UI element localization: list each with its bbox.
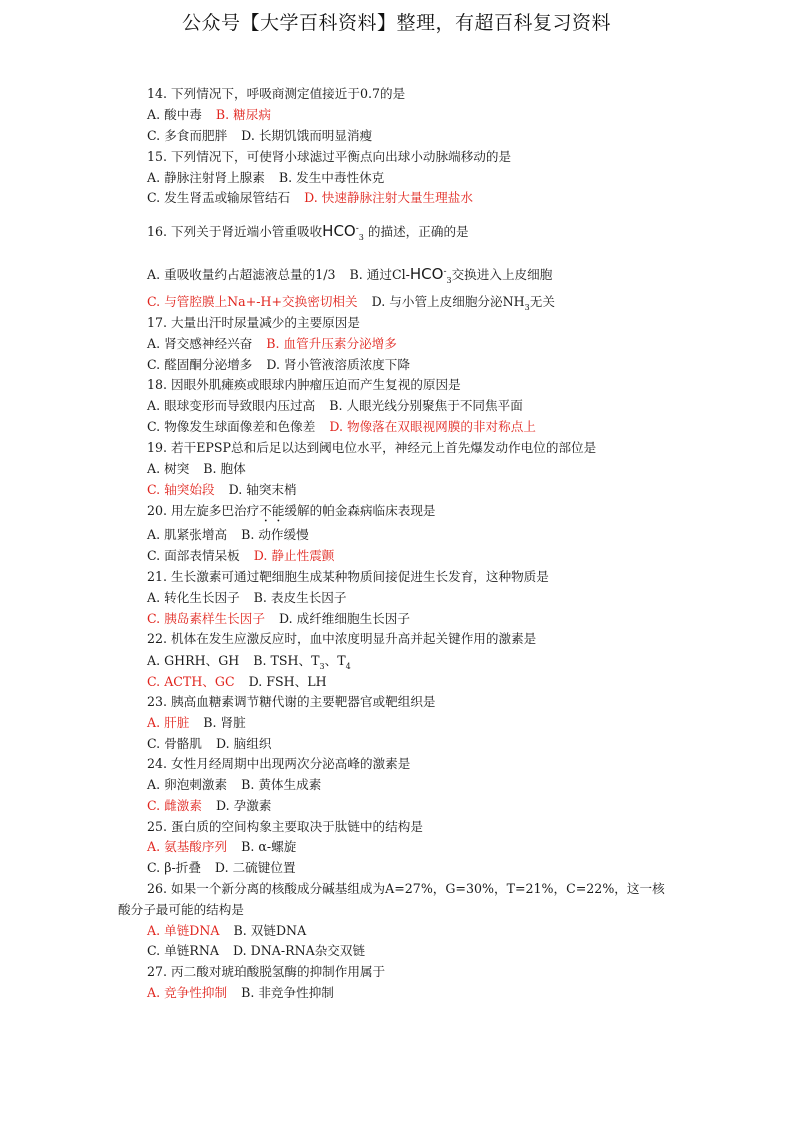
option-b: B. 胞体 (203, 461, 246, 476)
question-19-options-ab (147, 461, 246, 477)
option-b: B. 动作缓慢 (241, 527, 309, 542)
option-d: D. 孕激素 (215, 798, 272, 813)
option-c-answer: C. 与管腔膜上Na+-H+交换密切相关 (147, 294, 358, 309)
question-27-options-ab (147, 985, 334, 1001)
option-c: C. 多食而肥胖 (147, 128, 228, 143)
question-15-stem: 15. 下列情况下，可使肾小球滤过平衡点向出球小动脉端移动的是 (147, 149, 512, 164)
option-c-answer: C. ACTH、GC (147, 674, 235, 689)
option-c: C. 醛固酮分泌增多 (147, 357, 253, 372)
option-b: B. TSH、$T_3$、$T_4$ (253, 653, 351, 671)
question-14-options-ab (147, 107, 271, 123)
option-d: D. 二硫键位置 (214, 860, 296, 875)
question-16-options-cd (147, 294, 555, 316)
question-24-stem: 24. 女性月经周期中出现两次分泌高峰的激素是 (147, 756, 411, 771)
option-a: A. 树突 (147, 461, 190, 476)
option-c: C. 物像发生球面像差和色像差 (147, 419, 316, 434)
question-23-stem: 23. 胰高血糖素调节糖代谢的主要靶器官或靶组织是 (147, 694, 436, 709)
option-b: B. 黄体生成素 (241, 777, 322, 792)
option-a: A. 肾交感神经兴奋 (147, 336, 253, 351)
question-24-options-cd (147, 798, 271, 814)
option-a: A. 重吸收量约占超滤液总量的1/3 (147, 267, 336, 283)
question-21-options-cd (147, 611, 410, 627)
option-a: A. 眼球变形而导致眼内压过高 (147, 398, 316, 413)
option-a: A. 卵泡刺激素 (147, 777, 228, 792)
option-b-answer: B. 血管升压素分泌增多 (266, 336, 397, 351)
question-17-options-ab (147, 336, 397, 352)
question-16-options-ab (147, 264, 552, 289)
page-header: 公众号【大学百科资料】整理，有超百科复习资料 (181, 12, 611, 34)
question-26-options-ab (147, 923, 306, 939)
question-21-stem: 21. 生长激素可通过靶细胞生成某种物质间接促进生长发育，这种物质是 (147, 569, 549, 584)
option-a-answer: A. 氨基酸序列 (147, 839, 228, 854)
question-22-options-cd (147, 674, 327, 690)
option-b: B. 通过$Cl-HCO^-_3$交换进入上皮细胞 (349, 265, 553, 286)
question-14-options-cd (147, 128, 372, 144)
question-17-stem: 17. 大量出汗时尿量减少的主要原因是 (147, 315, 360, 330)
question-20-options-cd (147, 548, 334, 564)
option-c: C. 面部表情呆板 (147, 548, 240, 563)
option-b: B. α-螺旋 (241, 839, 297, 854)
question-26-stem-cont: 酸分子最可能的结构是 (118, 902, 244, 917)
question-18-options-ab (147, 398, 523, 414)
option-a: A. 转化生长因子 (147, 590, 240, 605)
question-21-options-ab (147, 590, 347, 606)
question-26-options-cd (147, 943, 365, 959)
option-b: B. 非竞争性抑制 (241, 985, 334, 1000)
option-c: C. β-折叠 (147, 860, 201, 875)
option-d: D. 与小管上皮细胞分泌$NH_3$无关 (371, 294, 555, 312)
question-16-stem: 16. 下列关于肾近端小管重吸收$HCO^-_3$ 的描述，正确的是 (147, 222, 469, 243)
option-c-answer: C. 胰岛素样生长因子 (147, 611, 265, 626)
question-25-options-ab (147, 839, 296, 855)
option-a-answer: A. 单链DNA (147, 923, 220, 938)
question-20-stem: 20. 用左旋多巴治疗不能缓解的帕金森病临床表现是 (147, 503, 436, 518)
option-d: D. 轴突末梢 (228, 482, 297, 497)
question-15-options-ab (147, 170, 384, 186)
option-d-answer: D. 物像落在双眼视网膜的非对称点上 (329, 419, 536, 434)
option-c-answer: C. 轴突始段 (147, 482, 215, 497)
option-d-answer: D. 静止性震颤 (253, 548, 335, 563)
question-19-options-cd (147, 482, 297, 498)
question-19-stem: 19. 若干EPSP总和后足以达到阈电位水平，神经元上首先爆发动作电位的部位是 (147, 440, 597, 455)
question-18-options-cd (147, 419, 536, 435)
option-b: B. 肾脏 (203, 715, 246, 730)
question-27-stem: 27. 丙二酸对琥珀酸脱氢酶的抑制作用属于 (147, 964, 386, 979)
option-b: B. 双链DNA (233, 923, 307, 938)
question-22-stem: 22. 机体在发生应激反应时，血中浓度明显升高并起关键作用的激素是 (147, 631, 537, 646)
option-c: C. 单链RNA (147, 943, 219, 958)
question-26-stem: 26. 如果一个新分离的核酸成分碱基组成为A=27%，G=30%，T=21%，C=22%，这一核 (147, 881, 665, 896)
option-b: B. 人眼光线分别聚焦于不同焦平面 (329, 398, 523, 413)
option-d: D. FSH、LH (248, 674, 327, 689)
question-25-stem: 25. 蛋白质的空间构象主要取决于肽链中的结构是 (147, 819, 423, 834)
question-15-options-cd (147, 190, 473, 206)
question-25-options-cd (147, 860, 296, 876)
option-d: D. DNA-RNA杂交双链 (232, 943, 366, 958)
option-a-answer: A. 肝脏 (147, 715, 190, 730)
option-a: A. GHRH、GH (147, 653, 240, 668)
question-17-options-cd (147, 357, 410, 373)
option-b-answer: B. 糖尿病 (215, 107, 271, 122)
option-a-answer: A. 竞争性抑制 (147, 985, 228, 1000)
option-a: A. 酸中毒 (147, 107, 202, 122)
option-b: B. 表皮生长因子 (253, 590, 347, 605)
option-a: A. 肌紧张增高 (147, 527, 228, 542)
question-23-options-ab (147, 715, 246, 731)
question-22-options-ab (147, 653, 351, 675)
option-d-answer: D. 快速静脉注射大量生理盐水 (304, 190, 473, 205)
question-20-options-ab (147, 527, 309, 543)
option-a: A. 静脉注射肾上腺素 (147, 170, 265, 185)
option-d: D. 长期饥饿而明显消瘦 (241, 128, 373, 143)
option-d: D. 成纤维细胞生长因子 (278, 611, 410, 626)
question-23-options-cd (147, 736, 271, 752)
question-14-stem: 14. 下列情况下，呼吸商测定值接近于0.7的是 (147, 86, 406, 101)
option-b: B. 发生中毒性休克 (278, 170, 385, 185)
option-c: C. 骨骼肌 (147, 736, 202, 751)
question-18-stem: 18. 因眼外肌瘫痪或眼球内肿瘤压迫而产生复视的原因是 (147, 377, 461, 392)
option-d: D. 肾小管液溶质浓度下降 (266, 357, 410, 372)
option-c-answer: C. 雌激素 (147, 798, 202, 813)
question-24-options-ab (147, 777, 321, 793)
option-c: C. 发生肾盂或输尿管结石 (147, 190, 291, 205)
option-d: D. 脑组织 (215, 736, 272, 751)
